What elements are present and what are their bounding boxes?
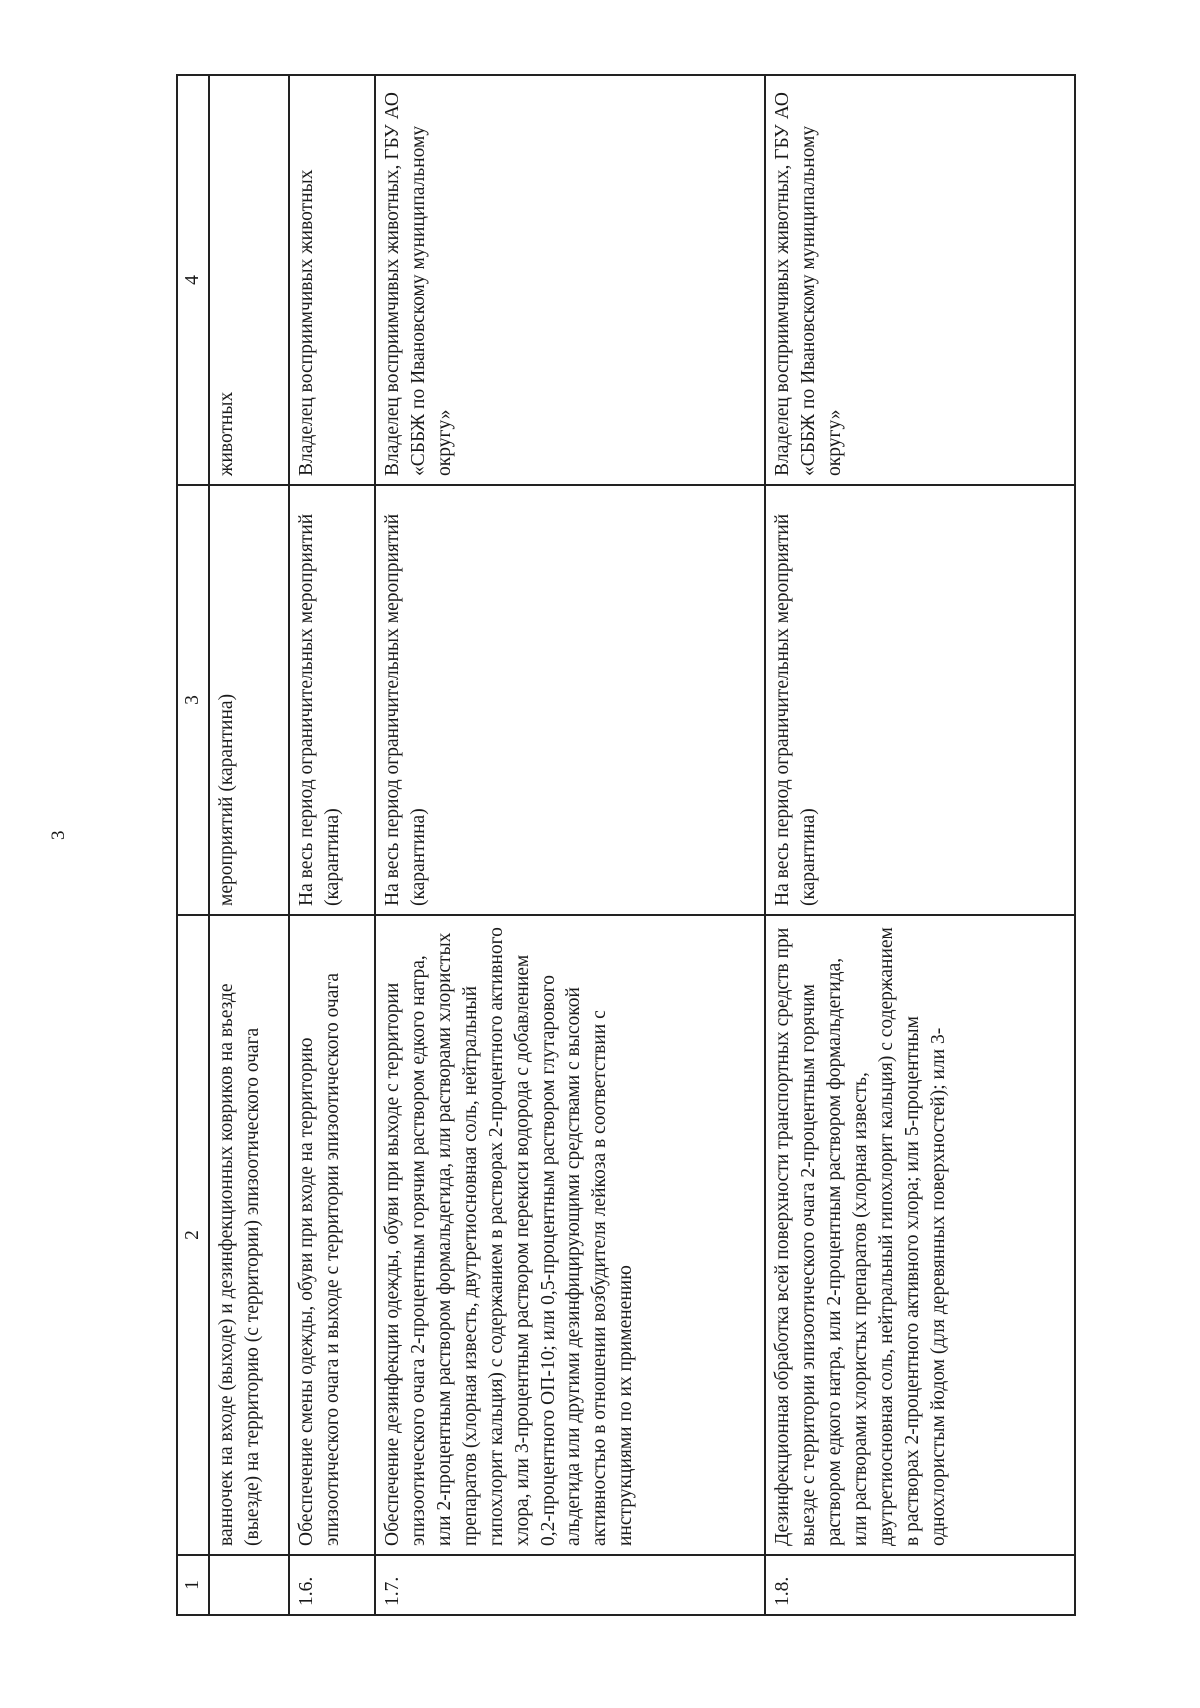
- measure-cell: ванночек на входе (выходе) и дезинфекционных ковриков на въезде (выезде) на территорию (с территории) эпизоотического очага: [209, 915, 289, 1555]
- responsible-cell: Владелец восприимчивых животных, ГБУ АО «СББЖ по Ивановскому муниципальному округу»: [375, 75, 765, 485]
- responsible-cell: Владелец восприимчивых животных, ГБУ АО «СББЖ по Ивановскому муниципальному округу»: [765, 75, 1075, 485]
- row-number-cell: 1.7.: [375, 1555, 765, 1615]
- column-header: 1: [177, 1555, 209, 1615]
- row-number-cell: 1.8.: [765, 1555, 1075, 1615]
- table-row: [765, 75, 1075, 1615]
- responsible-cell: животных: [209, 75, 289, 485]
- table-row: [209, 75, 289, 1615]
- table-header-row: [177, 75, 209, 1615]
- measure-cell: Обеспечение дезинфекции одежды, обуви при выходе с территории эпизоотического очага 2-процентным горячим раствором едкого натра, или 2-процентным раствором формальдегида, или растворами хлористых препаратов (хлорная известь, двутретиосновная соль, нейтральный гипохлорит кальция) с содержанием в растворах 2-процентного активного хлора, или 3-процентным раствором перекиси водорода с добавлением 0,2-процентного ОП-10; или 0,5-процентным раствором глутарового альдегида или другими дезинфицирующими средствами с высокой активностью в отношении возбудителя лейкоза в соответствии с инструкциями по их применению: [375, 915, 765, 1555]
- period-cell: мероприятий (карантина): [209, 485, 289, 915]
- measure-cell: Дезинфекционная обработка всей поверхности транспортных средств при выезде с территории эпизоотического очага 2-процентным горячим раствором едкого натра, или 2-процентным раствором формальдегида, или растворами хлористых препаратов (хлорная известь, двутретиосновная соль, нейтральный гипохлорит кальция) с содержанием в растворах 2-процентного активного хлора; или 5-процентным однохлористым йодом (для деревянных поверхностей); или 3-: [765, 915, 1075, 1555]
- period-cell: На весь период ограничительных мероприятий (карантина): [765, 485, 1075, 915]
- measure-cell: Обеспечение смены одежды, обуви при входе на территорию эпизоотического очага и выходе с территории эпизоотического очага: [289, 915, 375, 1555]
- measures-table: [176, 74, 1076, 1616]
- period-cell: На весь период ограничительных мероприятий (карантина): [289, 485, 375, 915]
- column-header: 3: [177, 485, 209, 915]
- table-row: [289, 75, 375, 1615]
- rotated-table-wrapper: [176, 76, 1076, 1616]
- page-number: 3: [48, 830, 69, 840]
- table-row: [375, 75, 765, 1615]
- period-cell: На весь период ограничительных мероприятий (карантина): [375, 485, 765, 915]
- responsible-cell: Владелец восприимчивых животных: [289, 75, 375, 485]
- column-header: 2: [177, 915, 209, 1555]
- row-number-cell: [209, 1555, 289, 1615]
- column-header: 4: [177, 75, 209, 485]
- row-number-cell: 1.6.: [289, 1555, 375, 1615]
